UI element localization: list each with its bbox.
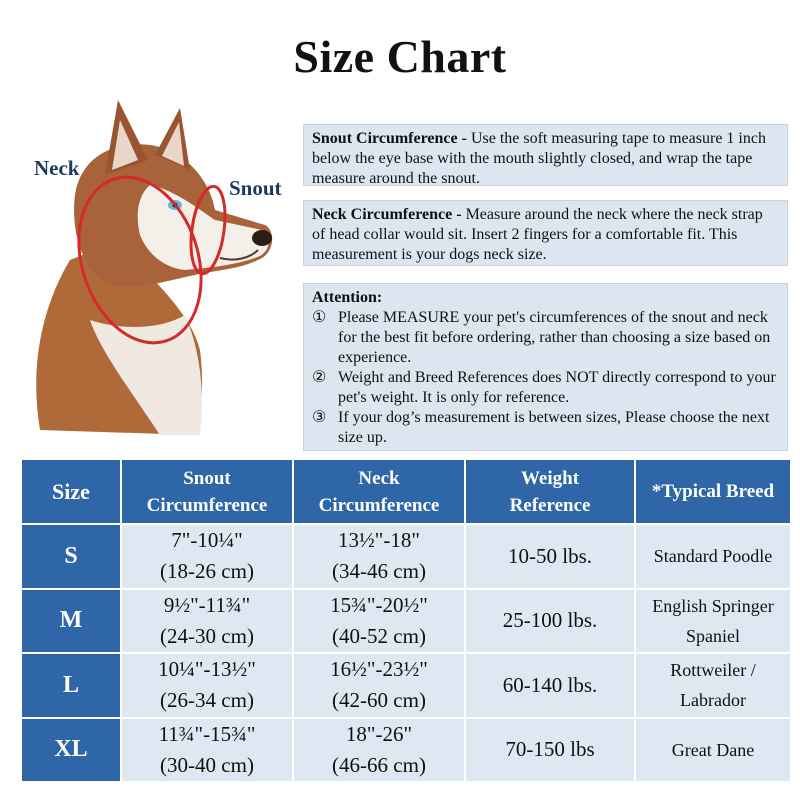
size-cell: M <box>21 589 121 654</box>
page-title: Size Chart <box>293 31 507 82</box>
snout-cm: (24-30 cm) <box>160 623 254 648</box>
attention-item-text: Please MEASURE your pet's circumferences of the snout and neck for the best fit before ordering, rather than choosing a size based on experience. <box>338 309 771 366</box>
snout-info-box <box>303 124 788 186</box>
breed-line: Spaniel <box>686 625 740 646</box>
snout-cell <box>121 653 293 718</box>
size-cell: XL <box>21 718 121 783</box>
snout-cm: (26-34 cm) <box>160 688 254 713</box>
size-table <box>20 458 792 783</box>
snout-info-text: Use the soft measuring tape to measure 1 inch below the eye base with the mouth slightly closed, and wrap the tape measure around the snout. <box>312 130 766 187</box>
attention-item-number: ① <box>312 309 327 326</box>
size-cell: L <box>21 653 121 718</box>
breed-line: English Springer <box>652 595 774 616</box>
snout-cm: (30-40 cm) <box>160 752 254 777</box>
header-breed: *Typical Breed <box>635 459 791 524</box>
header-snout <box>121 459 293 524</box>
attention-item <box>312 408 779 448</box>
header-snout-line: Circumference <box>146 494 268 516</box>
attention-item-text: If your dog’s measurement is between sizes, Please choose the next size up. <box>338 409 770 446</box>
attention-heading: Attention: <box>312 289 383 306</box>
breed-cell <box>635 718 791 783</box>
neck-cell <box>293 718 465 783</box>
header-neck-line: Circumference <box>318 494 440 516</box>
header-neck-line: Neck <box>358 467 400 489</box>
table-row <box>21 589 791 654</box>
snout-inches: 10¼"-13½" <box>158 657 256 682</box>
neck-cm: (40-52 cm) <box>332 623 426 648</box>
attention-item-text: Weight and Breed References does NOT directly correspond to your pet's weight. It is only for reference. <box>338 369 776 406</box>
attention-item <box>312 308 779 368</box>
header-weight <box>465 459 635 524</box>
dog-illustration <box>0 90 300 440</box>
weight-cell: 25-100 lbs. <box>465 589 635 654</box>
snout-inches: 11¾"-15¾" <box>158 721 256 746</box>
weight-cell: 70-150 lbs <box>465 718 635 783</box>
header-size: Size <box>21 459 121 524</box>
snout-info-heading: Snout Circumference - <box>312 130 467 147</box>
breed-line: Standard Poodle <box>653 546 773 567</box>
table-row <box>21 653 791 718</box>
attention-item-number: ② <box>312 369 327 386</box>
table-row <box>21 524 791 589</box>
neck-inches: 13½"-18" <box>338 528 420 553</box>
snout-cell <box>121 718 293 783</box>
breed-line: Labrador <box>680 690 746 711</box>
attention-item-number: ③ <box>312 409 327 426</box>
size-cell: S <box>21 524 121 589</box>
breed-line: Great Dane <box>671 739 755 760</box>
table-row <box>21 718 791 783</box>
header-weight-line: Reference <box>509 494 591 516</box>
neck-info-box <box>303 200 788 266</box>
snout-cell <box>121 589 293 654</box>
snout-inches: 7"-10¼" <box>171 528 243 553</box>
neck-cm: (34-46 cm) <box>332 559 426 584</box>
breed-cell <box>635 589 791 654</box>
neck-info-heading: Neck Circumference - <box>312 206 462 223</box>
neck-cell <box>293 589 465 654</box>
snout-cell <box>121 524 293 589</box>
snout-inches: 9½"-11¾" <box>163 592 251 617</box>
header-neck <box>293 459 465 524</box>
neck-cm: (46-66 cm) <box>332 752 426 777</box>
attention-box <box>303 283 788 451</box>
weight-cell: 60-140 lbs. <box>465 653 635 718</box>
neck-cm: (42-60 cm) <box>332 688 426 713</box>
snout-cm: (18-26 cm) <box>160 559 254 584</box>
breed-cell <box>635 524 791 589</box>
neck-inches: 15¾"-20½" <box>330 592 428 617</box>
breed-cell <box>635 653 791 718</box>
neck-inches: 18"-26" <box>345 721 413 746</box>
husky-dog-image <box>0 90 300 440</box>
neck-inches: 16½"-23½" <box>330 657 428 682</box>
neck-cell <box>293 524 465 589</box>
snout-label: Snout <box>229 176 282 200</box>
neck-info-text: Measure around the neck where the neck strap of head collar would sit. Insert 2 fingers for a comfortable fit. This measurement is your dogs neck size. <box>312 206 763 263</box>
breed-line: Rottweiler / <box>670 660 756 681</box>
header-weight-line: Weight <box>520 467 580 489</box>
neck-cell <box>293 653 465 718</box>
header-snout-line: Snout <box>183 467 231 489</box>
weight-cell: 10-50 lbs. <box>465 524 635 589</box>
table-header-row <box>21 459 791 524</box>
attention-item <box>312 368 779 408</box>
neck-label: Neck <box>34 156 80 180</box>
